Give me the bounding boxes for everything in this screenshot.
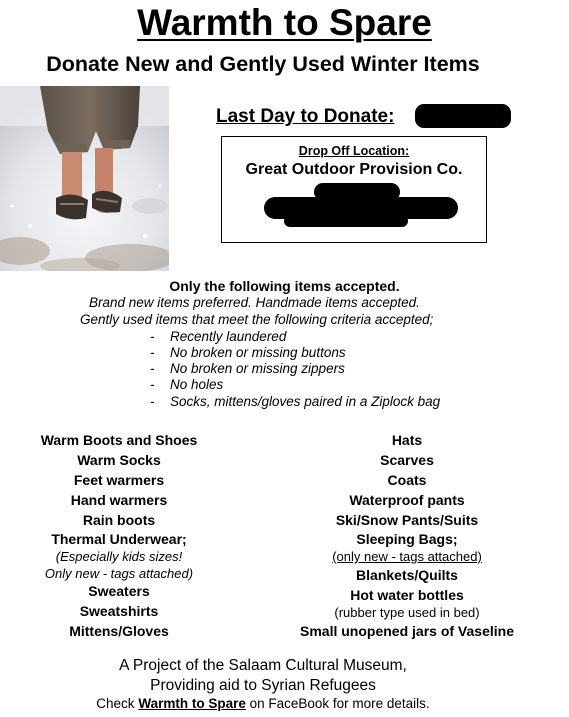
- item-left: Warm Socks: [77, 452, 161, 468]
- item-left: Sweaters: [88, 583, 150, 599]
- redacted-address-3: [284, 215, 408, 227]
- item-right: Waterproof pants: [349, 492, 465, 508]
- footer-aid: Providing aid to Syrian Refugees: [150, 677, 376, 694]
- item-right: Scarves: [380, 452, 434, 468]
- drop-off-name: Great Outdoor Provision Co.: [245, 161, 463, 178]
- item-right: Hats: [391, 432, 423, 448]
- item-left-note: Only new - tags attached): [44, 566, 194, 581]
- item-right-note: (rubber type used in bed): [334, 605, 480, 620]
- criteria-item: - No holes: [150, 377, 224, 392]
- gently-used-note: Gently used items that meet the following criteria accepted;: [80, 312, 434, 327]
- item-right: Ski/Snow Pants/Suits: [335, 512, 479, 528]
- item-left: Mittens/Gloves: [69, 623, 169, 639]
- last-day-label: Last Day to Donate:: [216, 106, 395, 127]
- facebook-page-link[interactable]: Warmth to Spare: [138, 696, 246, 711]
- snow-feet-photo: [0, 86, 169, 271]
- subtitle: Donate New and Gently Used Winter Items: [46, 52, 480, 76]
- item-left: Hand warmers: [70, 492, 168, 508]
- item-left: Thermal Underwear;: [51, 531, 187, 547]
- item-right: Hot water bottles: [350, 587, 464, 603]
- drop-off-box: [221, 136, 487, 243]
- footer-project: A Project of the Salaam Cultural Museum,: [119, 657, 407, 674]
- drop-off-label: Drop Off Location:: [298, 144, 410, 158]
- item-left: Feet warmers: [73, 472, 165, 488]
- item-left: Rain boots: [82, 512, 156, 528]
- criteria-item: - Socks, mittens/gloves paired in a Ziplock bag: [150, 394, 441, 409]
- accepted-heading: Only the following items accepted.: [169, 278, 400, 294]
- item-left: Warm Boots and Shoes: [40, 432, 198, 448]
- item-left-note: (Especially kids sizes!: [55, 549, 183, 564]
- item-right: Blankets/Quilts: [356, 567, 458, 583]
- item-right-note: (only new - tags attached): [332, 549, 482, 564]
- item-left: Sweatshirts: [79, 603, 159, 619]
- photo-illustration: [0, 86, 169, 271]
- item-right: Small unopened jars of Vaseline: [300, 623, 514, 639]
- item-right: Sleeping Bags;: [356, 531, 458, 547]
- criteria-item: - No broken or missing buttons: [150, 345, 346, 360]
- page-title: Warmth to Spare: [137, 2, 432, 43]
- preferred-note: Brand new items preferred. Handmade items accepted.: [89, 295, 420, 310]
- criteria-item: - No broken or missing zippers: [150, 361, 345, 376]
- item-right: Coats: [387, 472, 427, 488]
- footer-facebook: Check Warmth to Spare on FaceBook for more details.: [96, 696, 430, 711]
- criteria-item: - Recently laundered: [150, 329, 287, 344]
- redacted-date: [415, 104, 511, 128]
